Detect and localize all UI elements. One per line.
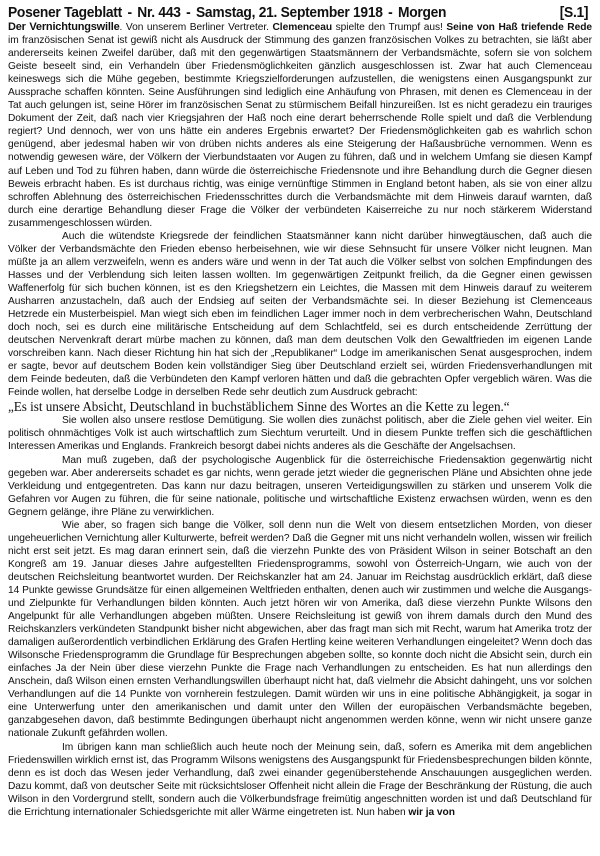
bold-text: wir ja von bbox=[408, 806, 455, 818]
byline: Von unserem Berliner Vertreter. bbox=[125, 22, 273, 33]
separator: - bbox=[127, 4, 132, 21]
article bbox=[8, 21, 592, 819]
separator: - bbox=[388, 4, 393, 21]
quotation: „Es ist unsere Absicht, Deutschland in buchstäblichem Sinne des Wortes an die Kette zu legen.“ bbox=[8, 399, 510, 415]
paragraph: Sie wollen also unsere restlose Demütigung. Sie wollen dies zunächst politisch, aber die Ziele gehen viel weiter. Ein politisch ohnmächtiges Volk ist auch wirtschaftlich zum Siechtum verurteilt. Und in diesem Punkte treffen sich die geschäftlichen Interessen Amerikas und Englands. Frankreich besorgt dabei nichts anderes als die Geschäfte der Angelsachsen. bbox=[8, 415, 592, 453]
paragraph-text: Im übrigen kann man schließlich auch heute noch der Meinung sein, daß, sofern es Amerika mit dem angeblichen Friedenswillen wirklich ernst ist, das Programm Wilsons wenigstens des Ausgangspunkt für Friedensbesprechungen bilden könnte, denn es ist doch das Wesen jeder Verhandlung, daß zwei einander gegenüberstehende Anschauungen ausgeglichen werden. Dazu kommt, daß von deutscher Seite mit rücksichtsloser Offenheit nicht allein die Frage der Beschränkung der Rüstung, die auch Wilson in den Vordergrund stellt, sondern auch die Völkerbundsfrage freimütig angeschnitten worden ist und daß Deutschland für die Errichtung internationaler Schiedsgerichte mit aller Wärme eingetreten ist. Nun haben bbox=[8, 741, 592, 818]
paragraph-text: im französischen Senat ist gewiß nicht als Ausdruck der Stimmung des ganzen französischen Volkes zu betrachten, sie läßt aber andererseits keinen Zweifel darüber, daß mit den gegenwärtigen Staatsmännern der Verbandsmächte, sofern sie von solchem Geiste beseelt sind, ein Verhandeln über Friedensmöglichkeiten gänzlich ausgeschlossen ist. Zwar hat auch Clemenceau keineswegs sich die Mühe gegeben, bestimmte Kriegszielforderungen aufzustellen, die wenigstens einen Ausgangspunkt zur Aussprache schaffen könnten. Seine Ausführungen sind lediglich eine Anhäufung von Phrasen, mit denen es Clemenceau in der Tat auch gelungen ist, seine Hörer im französischen Senat zu stürmischem Beifall hinzureißen. Ist es nicht geradezu ein trauriges Dokument der Zeit, daß nach vier Kriegsjahren der Haß noch eine derart beherrschende Rolle spielt und daß die Verblendung regiert? Und dennoch, wer von uns hätte ein anderes Ergebnis erwartet? Der Friedensmöglichkeiten gab es wahrlich schon genügend, aber jedesmal haben wir von drüben nichts anderes als eine Steigerung der Haßausbrüche vernommen. Wenn es notwendig gewesen wäre, der Völkern der Vierbundstaaten vor Augen zu führen, daß und in welchem Umfang sie diesen Kampf auf Leben und Tod zu führen haben, dann würde die österreichische Friedensnote und ihre Behandlung durch die Gegner diesen Beweis erbracht haben. Es ist durchaus richtig, was einige vernünftige Stimmen in England betont haben, als sie von einer allzu schroffen Ablehnung des österreichischen Friedensschrittes durch die Verbandsmächte mit dem Hinweis darauf warnten, daß durch eine derartige Behandlung dieser Frage die Völker der verbündeten Kaiserreiche zu nur noch stärkerem Widerstand zusammengeschlossen würden. bbox=[8, 35, 592, 229]
paragraph bbox=[8, 741, 592, 819]
issue-date: Samstag, 21. September 1918 bbox=[195, 4, 383, 21]
article-headline: Der Vernichtungswille bbox=[8, 21, 120, 33]
lead-paragraph bbox=[8, 21, 592, 230]
paragraph: Man muß zugeben, daß der psychologische Augenblick für die österreichische Friedensaktion gegenwärtig nicht gegeben war. Aber andererseits schadet es gar nichts, wenn gerade jetzt wieder die gegnerischen Pläne und Absichten ohne jede Verkleidung und entgegentreten. Das kann nur dazu beitragen, unseren Verteidigungswillen zu stärken und unserem Volk die Gefahren vor Augen zu führen, die für seine nationale, politische und wirtschaftliche Existenz erwachsen würden, wenn es den Gegnern gelänge, ihre Pläne zu verwirklichen. bbox=[8, 454, 592, 518]
bold-text: Seine von Haß triefende Rede bbox=[446, 22, 592, 33]
issue-number: Nr. 443 bbox=[137, 4, 181, 21]
page-number: [S.1] bbox=[559, 4, 589, 21]
paragraph-text: spielte den Trumpf aus! bbox=[332, 22, 447, 33]
paragraph: Auch die wütendste Kriegsrede der feindlichen Staatsmänner kann nicht darüber hinwegtäuschen, daß auch die Völker der Verbandsmächte den Frieden ebenso herbeisehnen, wie wir diese Sehnsucht für unsere Völker nicht leugnen. Man müßte ja an allem verzweifeln, wenn es anders wäre und wenn in der Tat auch die Völker selbst von solchen Empfindungen des Hasses und der Verblendung sich leiten lassen wollten. Im gegenwärtigen Zeitpunkt freilich, da die Gegner einen gewissen Waffenerfolg für sich buchen können, ist es den Kriegshetzern ein Leichtes, die Massen mit dem Hinweis darauf zu weiterem Ausharren anzustacheln, daß auch der Endsieg auf seiten der Verbandsmächte sei. In dieser Beziehung ist Clemenceaus Hetzrede ein Musterbeispiel. Man wiegt sich eben im feindlichen Lager immer noch in dem verbrecherischen Wahn, Deutschland doch noch, sei es durch eine militärische Entscheidung auf dem Schlachtfeld, sei es durch entscheidende Zerrüttung der deutschen Nervenkraft derart mürbe machen zu können, daß man dem deutschen Volk den Gewaltfrieden im eigenen Lande vorschreiben kann. Nach dieser Richtung hin hat sich der „Republikaner“ Lodge im amerikanischen Senat ausgesprochen, indem er sagte, bevor auf deutschem Boden kein vollständiger Sieg über Deutschland erzielt sei, würden Friedensverhandlungen mit dem Feinde bedeuten, daß die Verbündeten den Kampf verloren hätten und daß die gebrachten Opfer vergeblich wären. Was die Feinde wollen, hat derselbe Lodge in derselben Rede sehr deutlich zum Ausdruck gebracht: bbox=[8, 230, 592, 399]
bold-text: Clemenceau bbox=[272, 22, 333, 33]
masthead bbox=[8, 4, 588, 21]
paper-name: Posener Tageblatt bbox=[8, 4, 122, 21]
edition: Morgen bbox=[397, 4, 447, 21]
paragraph: Wie aber, so fragen sich bange die Völker, soll denn nun die Welt von diesem entsetzlichen Morden, von dieser ungeheuerlichen Vernichtung aller Kulturwerte, befreit werden? Daß die Gegner mit uns nicht verhandeln wollen, wissen wir freilich nicht erst seit jetzt. Es mag daran erinnert sein, daß die vierzehn Punkte des von Präsident Wilson in seiner Botschaft an den Kongreß am 19. Januar dieses Jahre aufgestellten Friedensprogramms, sowohl von Österreich-Ungarn, wie auch von der deutschen Reichsleitung beantwortet wurden. Der Reichskanzler hat am 24. Januar im Reichstag ausdrücklich erklärt, daß diese 14 Punkte gewisse Grundsätze für einen allgemeinen Weltfrieden enthalten, denen auch wir zustimmen und welche die Ausgangs- und Zielpunkte für Verhandlungen bilden könnten. Auch jetzt hören wir von Amerika, daß diese vierzehn Punkte Wilsons den Angelpunkt für alle Verhandlungen abgeben müßten. Unsere Reichsleitung ist gewiß von ihrem damals durch den Mund des Reichskanzlers verkündeten Standpunkt bisher nicht abgewichen, aber das fragt man sich mit Recht, warum hat Amerika trotz der damaligen außerordentlich verbindlichen Erklärung des Grafen Hertling keine weiteren Verhandlungen eingeleitet? Wenn doch das Wilsonsche Friedensprogramm die Grundlage für Besprechungen abgeben sollte, so konnte doch nicht die Absicht sein, durch ein einfaches Ja der Nein über diese vierzehn Punkte die Frage nach Verhandlungen zu entscheiden. Es hat nun allerdings den Anschein, daß Wilson einen ernsten Verhandlungswillen überhaupt nicht hat, daß vielmehr die Absicht dahingeht, uns vor solchen Verhandlungen auf die 14 Punkte von vornherein festzulegen. Damit würden wir uns in eine politische Abhängigkeit, ja sogar in eine Unterwerfung unter den amerikanischen und damit unter den Willen der europäischen Verbandsmächte begeben, ganzabgesehen davon, daß bestimmte Bedingungen überhaupt nicht angenommen werden könne, wenn wir nicht unsere ganze nationale Zukunft gefährden wollen. bbox=[8, 519, 592, 740]
newspaper-page bbox=[8, 4, 592, 819]
headline-punct: . bbox=[119, 22, 126, 33]
separator: - bbox=[186, 4, 191, 21]
